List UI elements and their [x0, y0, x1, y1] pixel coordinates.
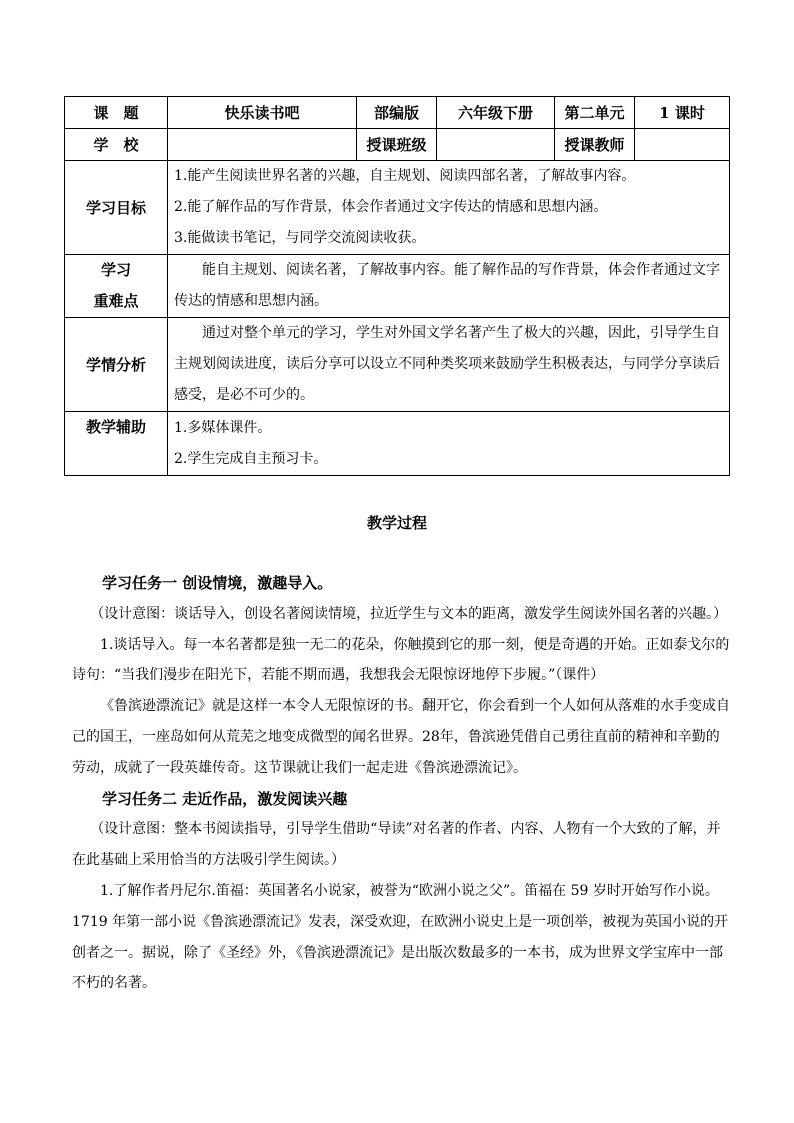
class-label: 授课班级 [357, 129, 437, 161]
aid-item: 2.学生完成自主预习卡。 [174, 450, 328, 467]
table-row [65, 161, 730, 255]
course-title: 快乐读书吧 [168, 97, 357, 129]
teaching-process [72, 568, 732, 999]
task2-title: 学习任务二 走近作品，激发阅读兴趣 [102, 789, 348, 808]
aids-label: 教学辅助 [65, 412, 168, 476]
table-row [65, 318, 730, 412]
key-points-label-line1: 学习 [100, 261, 131, 279]
school-value [168, 129, 357, 161]
class-hours: 1 课时 [635, 97, 730, 129]
objective-item: 3.能做读书笔记，与同学交流阅读收获。 [174, 230, 426, 246]
teacher-label: 授课教师 [555, 129, 635, 161]
class-value [437, 129, 555, 161]
grade: 六年级下册 [437, 97, 555, 129]
task1-paragraph: 《鲁滨逊漂流记》就是这样一本令人无限惊讶的书。翻开它，你会看到一个人如何从落难的水手变成自己的国王，一座岛如何从荒芜之地变成微型的闻名世界。28年，鲁滨逊凭借自己勇往直前的精神和辛勤的劳动，成就了一段英雄传奇。这节课就让我们一起走进《鲁滨逊漂流记》。 [72, 698, 730, 776]
table-row [65, 255, 730, 318]
objectives-content [168, 161, 730, 255]
task2-design-note: （设计意图：整本书阅读指导，引导学生借助“导读”对名著的作者、内容、人物有一个大致的了解，并在此基础上采用恰当的方法吸引学生阅读。） [72, 821, 721, 869]
analysis-content [168, 318, 730, 412]
key-points-label-line2: 重难点 [93, 292, 139, 310]
key-points-text: 能自主规划、阅读名著，了解故事内容。能了解作品的写作背景，体会作者通过文字传达的情感和思想内涵。 [174, 262, 720, 309]
table-row [65, 129, 730, 161]
school-label: 学 校 [65, 129, 168, 161]
analysis-label: 学情分析 [65, 318, 168, 412]
course-label: 课 题 [65, 97, 168, 129]
aid-item: 1.多媒体课件。 [174, 419, 272, 436]
unit: 第二单元 [555, 97, 635, 129]
lesson-info-table [64, 96, 730, 476]
key-points-content [168, 255, 730, 318]
task1-title: 学习任务一 创设情境，激趣导入。 [102, 574, 333, 592]
section-title: 教学过程 [366, 514, 427, 532]
task1-design-note: （设计意图：谈话导入，创设名著阅读情境，拉近学生与文本的距离，激发学生阅读外国名著的兴趣。） [90, 605, 728, 622]
task2-paragraph: 1.了解作者丹尼尔.笛福：英国著名小说家，被誉为“欧洲小说之父”。笛福在 59 岁时开始写作小说。1719 年第一部小说《鲁滨逊漂流记》发表，深受欢迎，在欧洲小说史上是一项创举，被视为英国小说的开创者之一。据说，除了《圣经》外，《鲁滨逊漂流记》是出版次数最多的一本书，成为世界文学宝库中一部不朽的名著。 [72, 882, 729, 992]
edition: 部编版 [357, 97, 437, 129]
task1-paragraph: 1.谈话导入。每一本名著都是独一无二的花朵，你触摸到它的那一刻，便是奇遇的开始。正如泰戈尔的诗句：“当我们漫步在阳光下，若能不期而遇，我想我会无限惊讶地停下步履。”（课件） [72, 636, 730, 684]
table-row [65, 97, 730, 129]
teacher-value [635, 129, 730, 161]
table-row [65, 412, 730, 476]
objective-item: 2.能了解作品的写作背景，体会作者通过文字传达的情感和思想内涵。 [174, 199, 608, 215]
key-points-label [65, 255, 168, 318]
objectives-label: 学习目标 [65, 161, 168, 255]
analysis-text: 通过对整个单元的学习，学生对外国文学名著产生了极大的兴趣，因此，引导学生自主规划阅读进度，读后分享可以设立不同种类奖项来鼓励学生积极表达，与同学分享读后感受，是必不可少的。 [174, 325, 720, 403]
objective-item: 1.能产生阅读世界名著的兴趣，自主规划、阅读四部名著，了解故事内容。 [174, 168, 636, 184]
aids-content [168, 412, 730, 476]
